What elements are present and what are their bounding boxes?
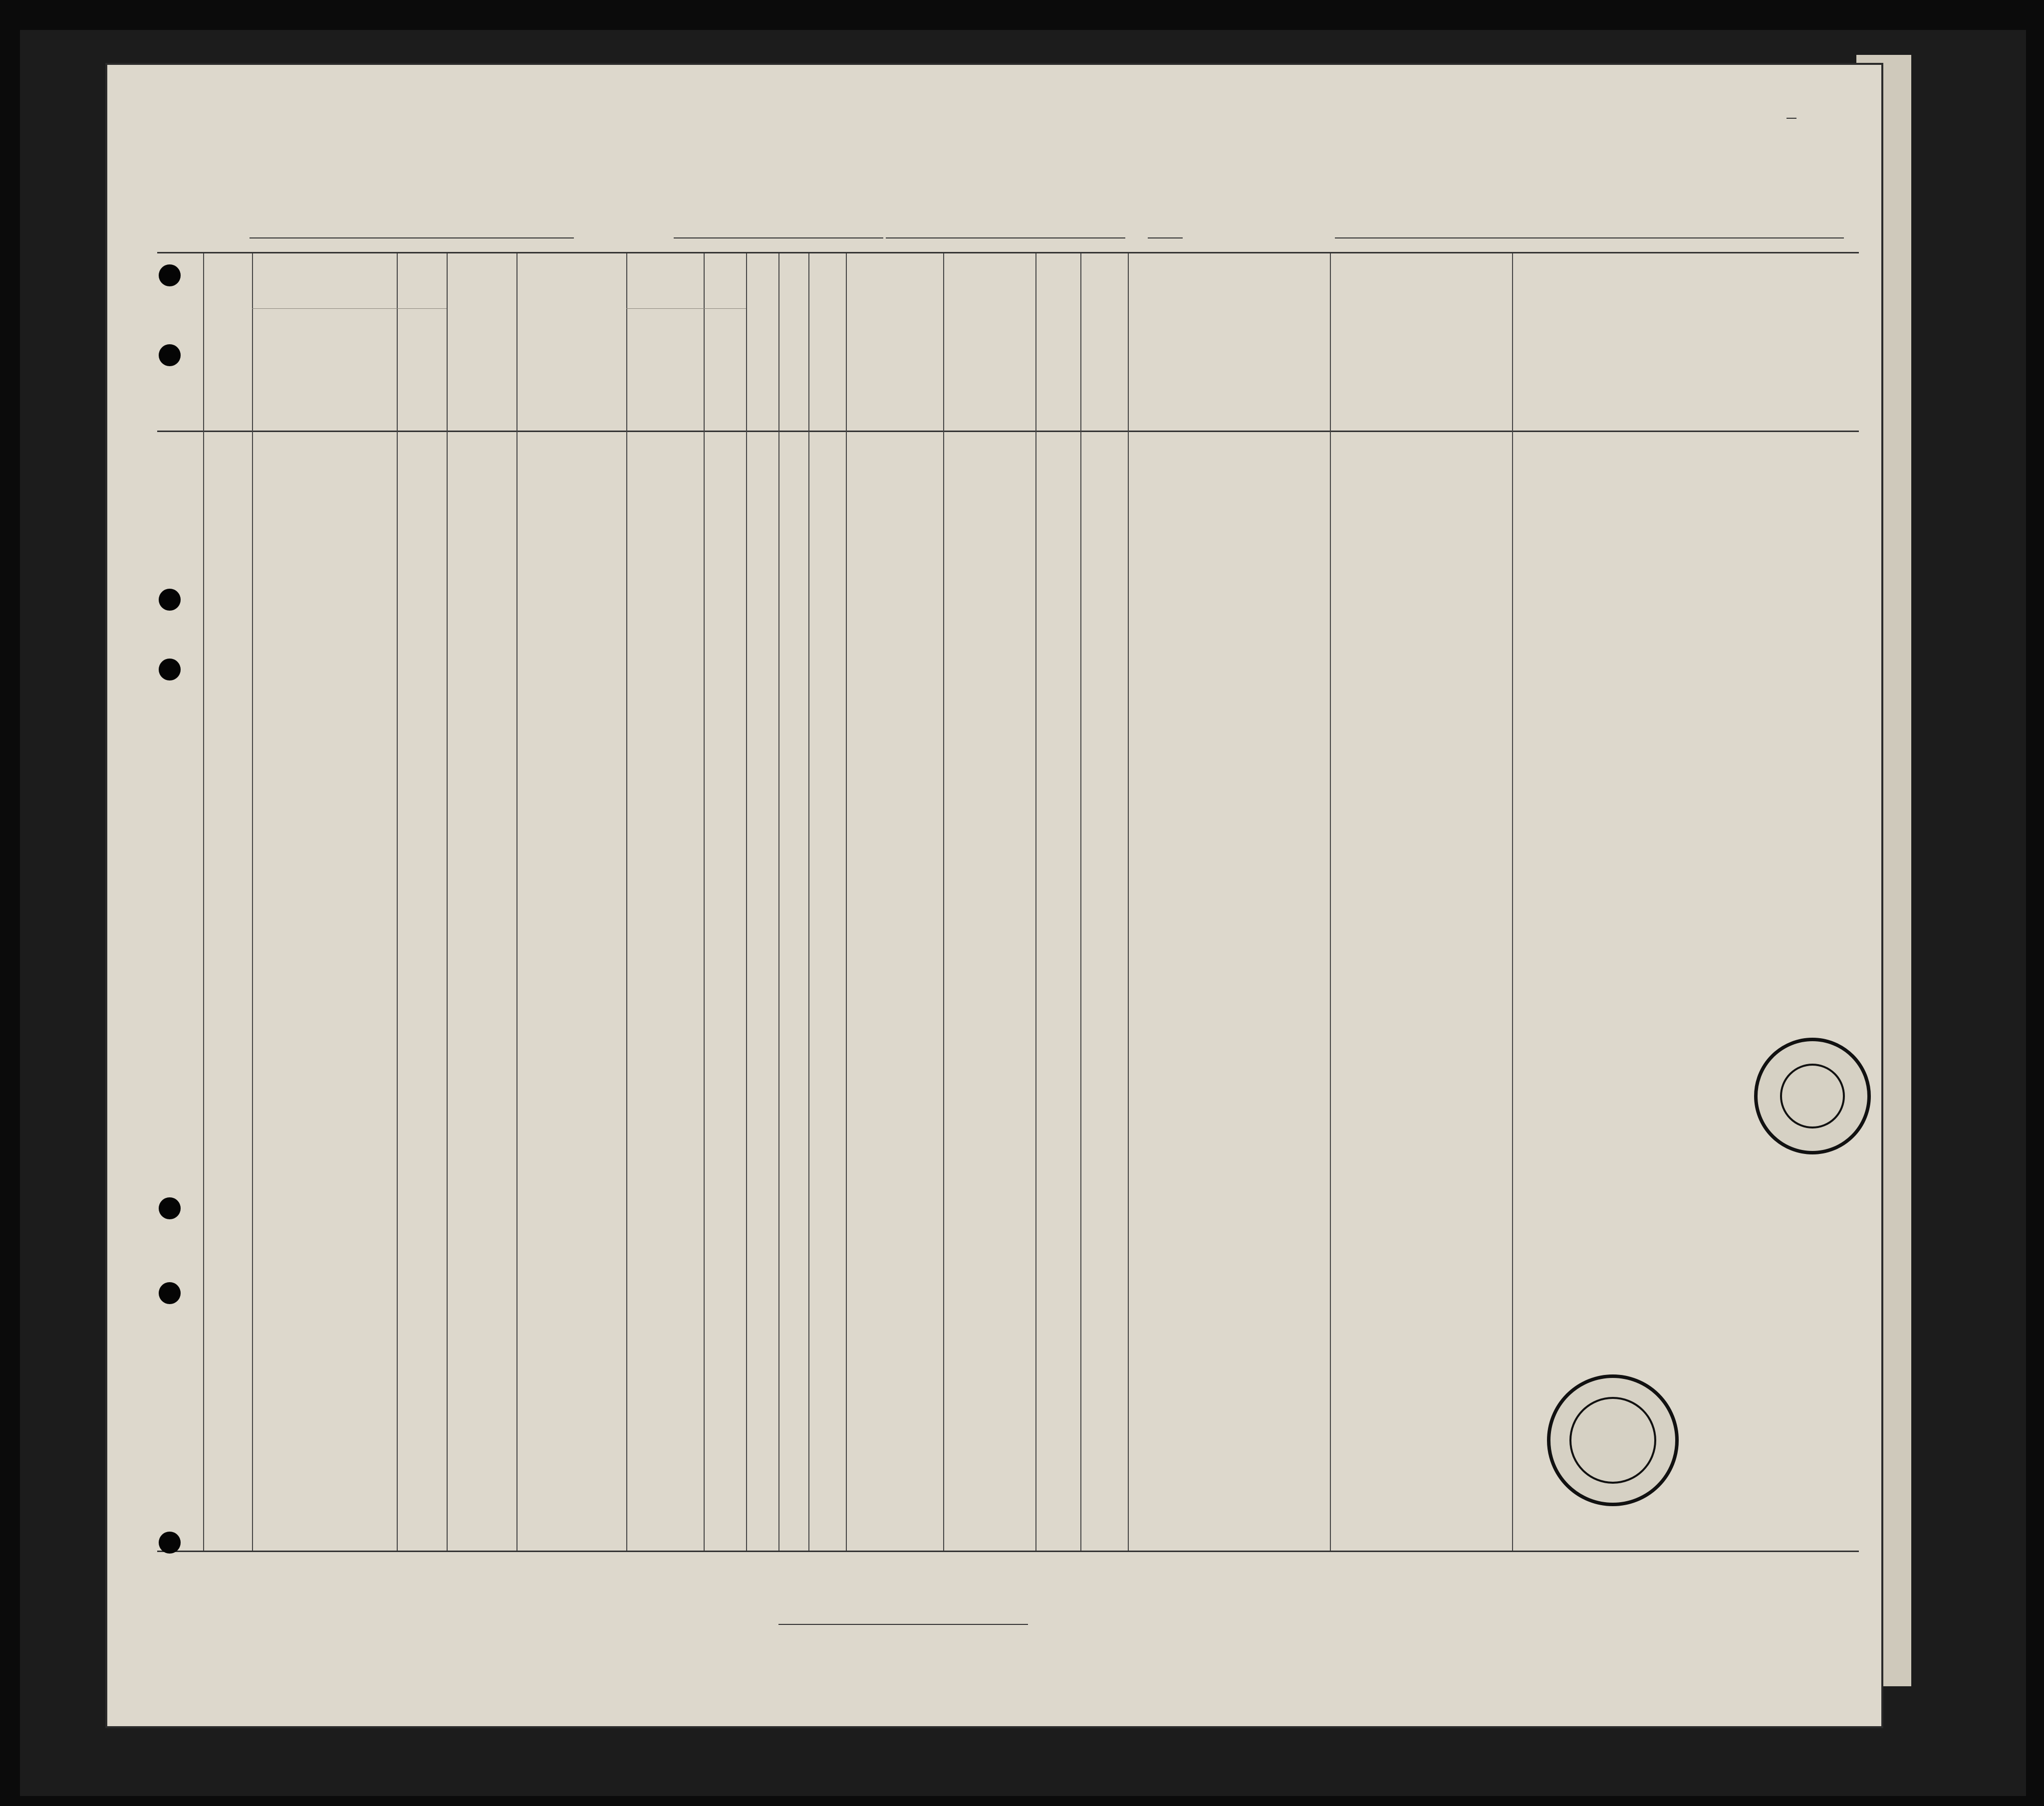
binder-hole	[159, 1282, 181, 1304]
crew-table	[157, 252, 1859, 1552]
binder-hole	[159, 1532, 181, 1554]
binder-hole	[159, 264, 181, 286]
sheet-value	[1787, 101, 1796, 119]
binder-hole	[159, 344, 181, 366]
binder-hole	[159, 589, 181, 611]
port-stamp	[1547, 1374, 1679, 1506]
manifest-page	[107, 65, 1881, 1726]
binder-hole	[159, 1197, 181, 1219]
vessel-line	[202, 215, 1821, 239]
sheet-number-field	[1787, 100, 1796, 118]
consulate-stamp	[1754, 1038, 1871, 1154]
binder-hole	[159, 659, 181, 680]
